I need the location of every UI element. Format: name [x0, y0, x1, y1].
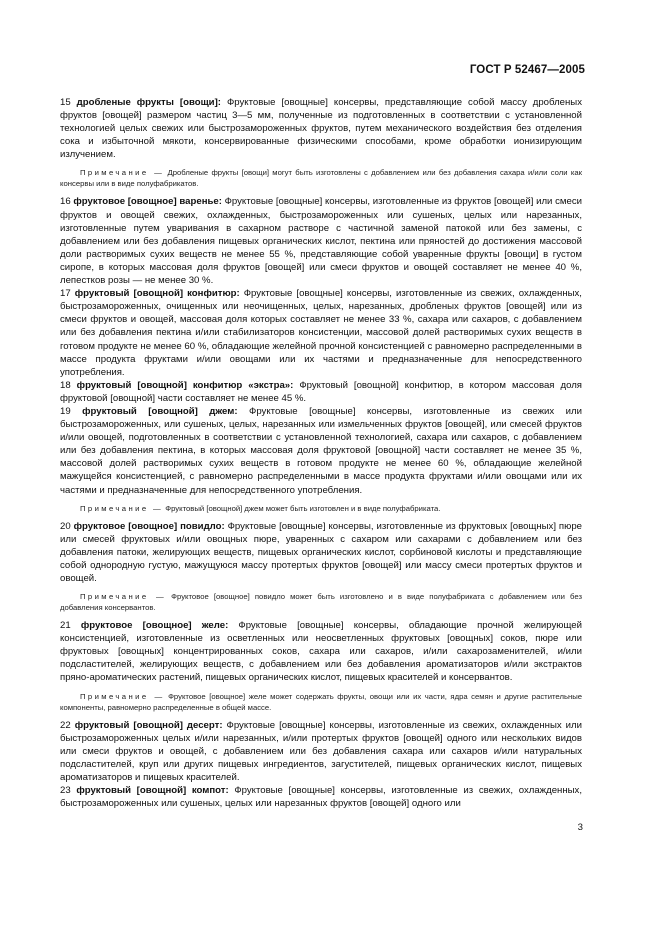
entry-term: фруктовый [овощной] компот: [76, 785, 229, 797]
term-entry-20 [60, 520, 582, 585]
entry-term: фруктовый [овощной] джем: [82, 405, 238, 417]
entry-term: фруктовое [овощное] варенье: [73, 196, 222, 208]
entry-definition: Фруктовые [овощные] консервы, изготовленные из свежих, охлажденных, быстрозамороженных, очищенных или неочищенных, целых, нарезанных, дробленых фруктов [овощей] или из смеси фруктов и овощей, массовая доля которых составляет не менее 33 %, сахара или сахаров, с добавлением или без добавления пектина и/или стабилизаторов консистенции, массовой долей растворимых сухих веществ в готовом продукте не менее 60 %, обладающие желейной прочной консистенцией с равномерно распределенными в массе продукта фруктами и/или овощами или их частями и предназначенные для непосредственного употребления. [60, 288, 582, 378]
note-text: Фруктовое [овощное] желе может содержать фрукты, овощи или их части, ядра семян и другие растительные компоненты, равномерно распределенные в общей массе. [60, 691, 582, 712]
note-label: Примечание — [80, 503, 164, 513]
term-entry-23 [60, 784, 582, 810]
page-number: 3 [577, 822, 583, 833]
entry-term: фруктовый [овощной] конфитюр «экстра»: [76, 379, 294, 391]
term-entry-19 [60, 405, 582, 497]
note-20 [60, 591, 582, 613]
term-entry-17 [60, 287, 582, 379]
term-entry-16 [60, 195, 582, 287]
entry-term: фруктовый [овощной] конфитюр: [74, 288, 240, 300]
entry-definition: Фруктовый [овощной] конфитюр, в котором массовая доля фруктовой [овощной] части составляет не менее 45 %. [60, 379, 582, 404]
standard-header: ГОСТ Р 52467—2005 [469, 64, 585, 76]
entry-definition: Фруктовые [овощные] консервы, изготовленные из свежих, охлажденных, быстрозамороженных или сушеных, целых или нарезанных фруктов [овощей] одного или [60, 785, 582, 810]
entry-definition: Фруктовые [овощные] консервы, обладающие прочной желирующей консистенцией, изготовленные из осветленных или неосветленных фруктовых [овощных] соков, пюре или фруктовых [овощных] концентрированных соков, сахара или сахаров, и/или сахарозаменителей, и/или подсластителей, желирующих веществ, с добавлением или без добавления ароматизаторов и/или экстрактов пряно-ароматических растений, пищевых органических кислот, пищевых красителей и консервантов. [60, 620, 582, 684]
entry-definition: Фруктовые [овощные] консервы, изготовленные из свежих, охлажденных или быстрозамороженных целых и/или нарезанных, и/или протертых фруктов [овощей] одного или нескольких видов или смеси фруктов и овощей, с добавлением или без добавления сахара или сахаров и/или натуральных подсластителей, круп или других пищевых ингредиентов, загустителей, пищевых органических кислот, пищевых ароматизаторов и пищевых красителей. [60, 719, 582, 783]
note-15 [60, 167, 582, 189]
entry-definition: Фруктовые [овощные] консервы, представляющие собой массу дробленых фруктов [овощей] размером частиц 3—5 мм, полученные из подготовленных в соответствии с установленной технологией целых свежих или быстрозамороженных фруктов, путем механического воздействия без отделения сока и избыточной мякоти, консервированные физическими способами, кроме обработки ионизирующим излучением. [60, 97, 582, 161]
entry-definition: Фруктовые [овощные] консервы, изготовленные из фруктов [овощей] или смеси фруктов и овощей свежих, охлажденных, быстрозамороженных или сушеных, целых или нарезанных, изготовленные путем уваривания в сахарном растворе с частичной заменой патокой или без замены, с добавлением или без добавления пищевых органических кислот, пектина или пряностей до достижения массовой доли растворимых сухих веществ не менее 55 %, представляющие собой уваренные фрукты [овощи] в густом сиропе, в которых массовая доля фруктов [овощей] или смеси фруктов и овощей составляет не менее 40 %, лепестков розы — не менее 30 %. [60, 196, 582, 287]
note-text: Фруктовый [овощной] джем может быть изготовлен и в виде полуфабриката. [163, 503, 441, 513]
term-entry-21 [60, 619, 582, 684]
note-text: Фруктовое [овощное] повидло может быть изготовлено и в виде полуфабриката с добавлением или без добавления консервантов. [60, 592, 582, 613]
entry-number: 20 [60, 520, 71, 532]
term-entry-22 [60, 719, 582, 784]
entry-number: 15 [60, 97, 71, 108]
entry-term: фруктовое [овощное] повидло: [73, 520, 225, 532]
entry-definition: Фруктовые [овощные] консервы, изготовленные из свежих или быстрозамороженных, или сушеных, целых, нарезанных или измельченных фруктов [овощей], или смесей фруктов и/или овощей, подготовленных в соответствии с установленной технологией, сахара или сахаров, с добавлением или без добавления пектина, в которых массовая доля фруктовой [овощной] части составляет не менее 35 %, массовой долей растворимых сухих веществ в готовом продукте не менее 60 %, обладающие желейной мажущейся консистенцией, с равномерно распределенными в массе продукта фруктами и/или овощами или их частями и предназначенные для непосредственного употребления. [60, 405, 582, 496]
entry-number: 18 [60, 379, 71, 391]
entry-definition: Фруктовые [овощные] консервы, изготовленные из фруктовых [овощных] пюре или смесей фруктовых и/или овощных пюре, уваренных с сахаром или сахарами с добавлением или без добавления патоки, желирующих веществ, пищевых органических кислот, сорбиновой кислоты и представляющие собой однородную густую, мажущуюся массу протертых фруктов [овощей] или массу смеси протертых фруктов и овощей. [60, 520, 582, 584]
term-entry-18 [60, 379, 582, 405]
entry-number: 23 [60, 785, 71, 797]
entry-number: 16 [60, 196, 71, 208]
document-body [60, 96, 582, 810]
note-label: Примечание — [80, 691, 165, 701]
entry-term: дробленые фрукты [овощи]: [76, 97, 221, 108]
note-label: Примечание — [80, 592, 167, 602]
entry-term: фруктовое [овощное] желе: [80, 620, 229, 632]
entry-number: 17 [60, 288, 71, 300]
note-19 [60, 503, 582, 514]
entry-number: 21 [60, 620, 71, 632]
note-text: Дробленые фрукты [овощи] могут быть изготовлены с добавлением или без добавления сахара и/или соли как консервы или в виде полуфабрикатов. [60, 168, 582, 189]
term-entry-15 [60, 96, 582, 161]
entry-term: фруктовый [овощной] десерт: [74, 719, 223, 731]
entry-number: 22 [60, 719, 71, 731]
note-label: Примечание — [80, 168, 165, 178]
note-21 [60, 691, 582, 713]
entry-number: 19 [60, 405, 71, 417]
